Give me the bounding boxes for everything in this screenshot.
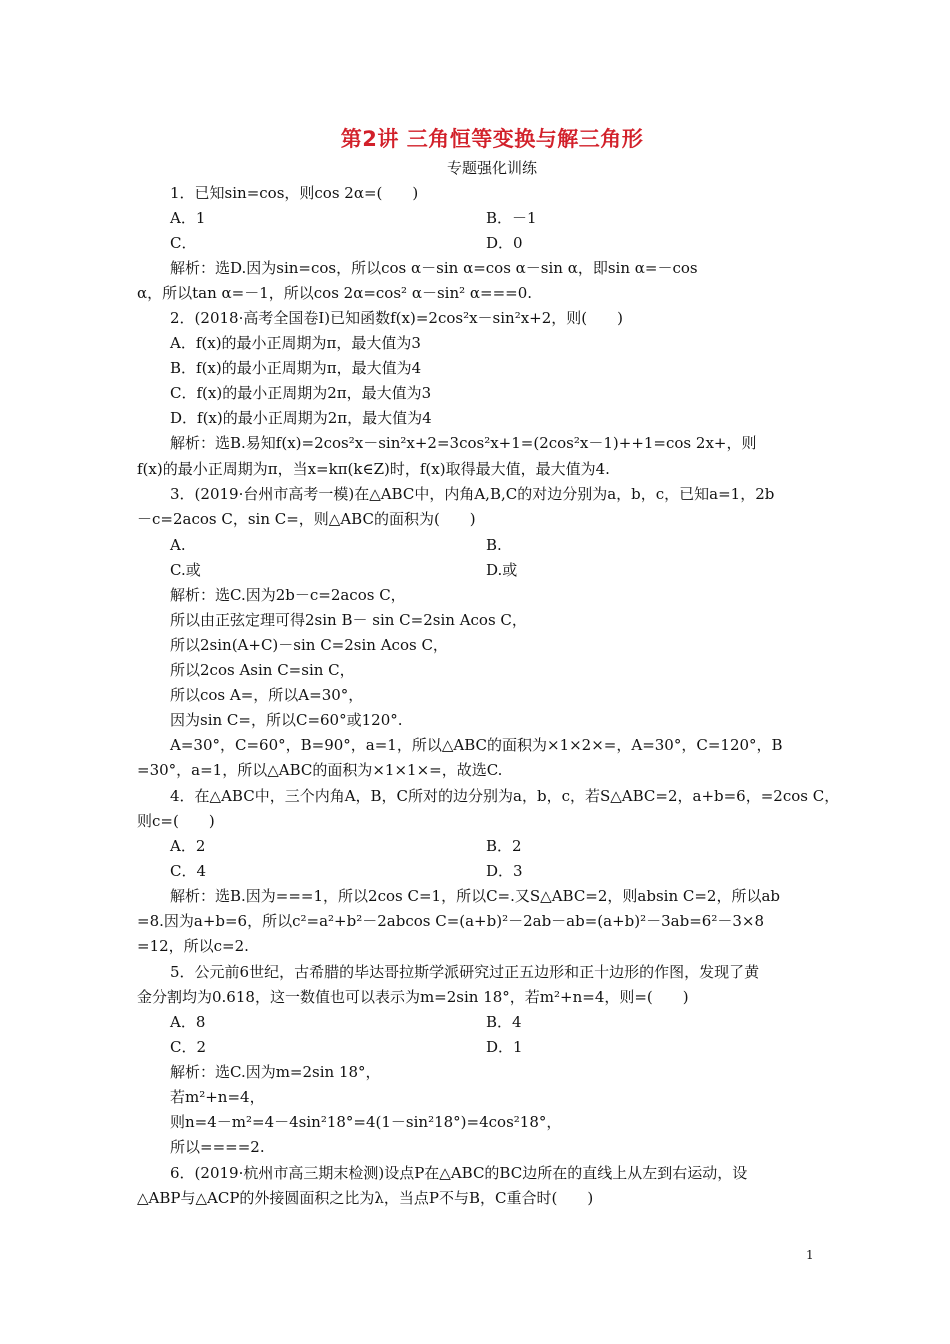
question-4-stem-line-1: 4．在△ABC中，三个内角A，B，C所对的边分别为a，b，c，若S△ABC=2，a+b=6，=2cos C， [170, 787, 840, 805]
q3-option-d: D.或 [486, 561, 518, 579]
question-6-stem-line-2: △ABP与△ACP的外接圆面积之比为λ，当点P不与B，C重合时( ) [137, 1189, 594, 1207]
q5-solution-line-2: 若m²+n=4， [170, 1088, 265, 1106]
q4-solution-line-2: =8.因为a+b=6，所以c²=a²+b²－2abcos C=(a+b)²－2ab－ab=(a+b)²－3ab=6²－3×8 [137, 912, 764, 930]
question-1-stem: 1．已知sin=cos，则cos 2α=( ) [170, 184, 419, 202]
q3-option-c: C.或 [170, 561, 201, 579]
q4-solution-line-3: =12，所以c=2. [137, 937, 249, 955]
q3-solution-line-3: 所以2sin(A+C)－sin C=2sin Acos C， [170, 636, 448, 654]
q2-option-a: A．f(x)的最小正周期为π，最大值为3 [170, 334, 421, 352]
q3-solution-line-6: 因为sin C=，所以C=60°或120°. [170, 711, 403, 729]
q1-option-c: C． [170, 234, 197, 252]
q1-option-d: D．0 [486, 234, 523, 252]
question-5-stem-line-2: 金分割均为0.618，这一数值也可以表示为m=2sin 18°，若m²+n=4，则=( ) [137, 988, 689, 1006]
q4-option-a: A．2 [170, 837, 206, 855]
q5-option-b: B．4 [486, 1013, 522, 1031]
q1-solution-line-2: α，所以tan α=－1，所以cos 2α=cos² α－sin² α===0. [137, 284, 533, 302]
q5-solution-line-4: 所以====2. [170, 1138, 265, 1156]
q1-option-b: B．－1 [486, 209, 537, 227]
q2-solution-line-2: f(x)的最小正周期为π，当x=kπ(k∈Z)时，f(x)取得最大值，最大值为4. [137, 460, 610, 478]
q4-option-b: B．2 [486, 837, 522, 855]
page-number: 1 [806, 1248, 814, 1262]
q5-solution-line-1: 解析：选C.因为m=2sin 18°， [170, 1063, 381, 1081]
q1-option-a: A．1 [170, 209, 206, 227]
q3-solution-line-8: =30°，a=1，所以△ABC的面积为×1×1×=，故选C. [137, 761, 503, 779]
q2-option-c: C．f(x)的最小正周期为2π，最大值为3 [170, 384, 432, 402]
q5-option-d: D．1 [486, 1038, 523, 1056]
q3-solution-line-7: A=30°，C=60°，B=90°，a=1，所以△ABC的面积为×1×2×=，A=30°，C=120°，B [170, 736, 783, 754]
q4-solution-line-1: 解析：选B.因为===1，所以2cos C=1，所以C=.又S△ABC=2，则absin C=2，所以ab [170, 887, 781, 905]
page-subtitle: 专题强化训练 [446, 159, 537, 177]
q5-option-a: A．8 [170, 1013, 206, 1031]
q5-option-c: C．2 [170, 1038, 207, 1056]
q3-option-a: A. [170, 536, 186, 554]
q3-solution-line-5: 所以cos A=，所以A=30°， [170, 686, 364, 704]
page-title: 第2讲 三角恒等变换与解三角形 [340, 127, 644, 151]
q3-solution-line-4: 所以2cos Asin C=sin C， [170, 661, 355, 679]
question-6-stem-line-1: 6．(2019·杭州市高三期末检测)设点P在△ABC的BC边所在的直线上从左到右运动，设 [170, 1164, 748, 1182]
q3-option-b: B. [486, 536, 502, 554]
q4-option-c: C．4 [170, 862, 207, 880]
q1-solution-line-1: 解析：选D.因为sin=cos，所以cos α－sin α=cos α－sin α，即sin α=－cos [170, 259, 698, 277]
question-4-stem-line-2: 则c=( ) [137, 812, 215, 830]
question-5-stem-line-1: 5．公元前6世纪，古希腊的毕达哥拉斯学派研究过正五边形和正十边形的作图，发现了黄 [170, 963, 760, 981]
q3-solution-line-1: 解析：选C.因为2b－c=2acos C， [170, 586, 406, 604]
q4-option-d: D．3 [486, 862, 523, 880]
question-3-stem-line-1: 3．(2019·台州市高考一模)在△ABC中，内角A,B,C的对边分别为a，b，c，已知a=1，2b [170, 485, 775, 503]
q2-option-b: B．f(x)的最小正周期为π，最大值为4 [170, 359, 422, 377]
q3-solution-line-2: 所以由正弦定理可得2sin B－ sin C=2sin Acos C， [170, 611, 527, 629]
q5-solution-line-3: 则n=4－m²=4－4sin²18°=4(1－sin²18°)=4cos²18°， [170, 1113, 562, 1131]
q2-option-d: D．f(x)的最小正周期为2π，最大值为4 [170, 409, 432, 427]
question-3-stem-line-2: －c=2acos C，sin C=，则△ABC的面积为( ) [137, 510, 476, 528]
question-2-stem: 2．(2018·高考全国卷Ⅰ)已知函数f(x)=2cos²x－sin²x+2，则( ) [170, 309, 623, 327]
q2-solution-line-1: 解析：选B.易知f(x)=2cos²x－sin²x+2=3cos²x+1=(2cos²x－1)++1=cos 2x+，则 [170, 434, 757, 452]
